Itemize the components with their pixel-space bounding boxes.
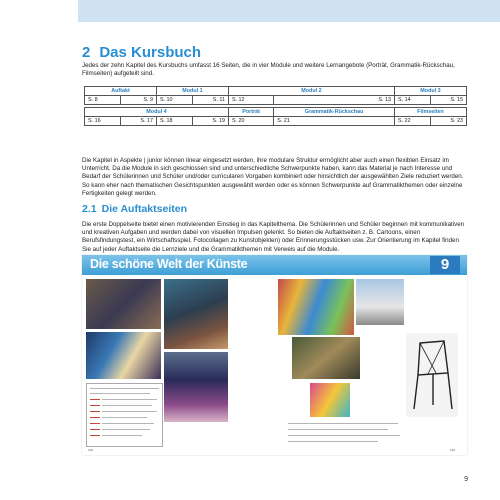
- table-header-modul-4: Modul 4: [85, 108, 229, 117]
- photo-dress: [164, 352, 228, 422]
- spread-banner: [82, 255, 467, 275]
- table-header-modul-3: Modul 3: [394, 87, 466, 96]
- table-header-modul-2: Modul 2: [228, 87, 394, 96]
- spread-page-left: 118: [88, 448, 93, 452]
- table-cell: S. 18: [156, 117, 192, 126]
- sample-spread-image: [82, 255, 467, 455]
- table-cell: S. 12: [228, 96, 273, 105]
- table-cell: S. 11: [192, 96, 228, 105]
- spread-page-right: 119: [450, 448, 455, 452]
- table-cell: S. 21: [274, 117, 395, 126]
- table-cell: S. 9: [120, 96, 156, 105]
- section-heading: 2 Das Kursbuch: [82, 44, 202, 61]
- modularity-paragraph: Die Kapitel in Aspekte | junior können linear eingesetzt werden, ihre modulare Struktur ermöglicht aber auch einen flexiblen Einsatz im Unterricht. Da die Module in sich geschlossen sind und unterschiedliche Schwerpunkte haben, kann das Material je nach Interesse und Bedarf der Schülerinnen und Schüler und/oder curricularen Vorgaben kombiniert oder hinsichtlich der ausgewählten Ziele reduziert werden. So kann eher nach thematischen Gesichtspunkten ausgewählt werden oder es können Schwerpunkte auf Grammatikthemen oder einzelne Fertigkeiten gelegt werden.: [82, 157, 464, 197]
- spread-text-box: [86, 383, 163, 447]
- table-header-modul-1: Modul 1: [156, 87, 228, 96]
- table-cell: S. 13: [274, 96, 395, 105]
- photo-musicians: [164, 279, 228, 349]
- photo-building: [356, 279, 404, 325]
- photo-graffiti: [278, 279, 354, 335]
- auftakt-paragraph: Die erste Doppelseite bietet einen motivierenden Einstieg in das Kapitelthema. Die Schülerinnen und Schüler beginnen mit kommunikativen und kreativen Aufgaben und werden dabei von visuellen Impulsen gelenkt. So bieten die Auftaktseiten z. B. Cartoons, einen Berufsfindungstest, ein Wirtschaftsspiel, Fotocollagen zu Kunstobjekten) oder Erinnerungsstücken usw. Zur Orientierung im Kapitel finden Sie auf jeder Auftaktseite die Lernziele und die Grammatikthemen mit Verweis auf die Module.: [82, 221, 465, 253]
- intro-paragraph: Jedes der zehn Kapitel des Kursbuchs umfasst 16 Seiten, die in vier Module und weitere Lernangebote (Porträt, Grammatik-Rückschau, Filmseiten) aufgeteilt sind.: [82, 62, 455, 78]
- table-header-auftakt: Auftakt: [85, 87, 157, 96]
- table-cell: S. 23: [430, 117, 466, 126]
- subsection-heading: 2.1 Die Auftaktseiten: [82, 203, 187, 215]
- table-cell: S. 17: [120, 117, 156, 126]
- chapter-structure-table: [84, 86, 467, 126]
- spread-title: Die schöne Welt der Künste: [90, 257, 248, 271]
- chair-icon: [406, 333, 458, 417]
- top-color-band: [78, 0, 500, 22]
- photo-sculpture: [310, 383, 350, 417]
- page-number: 9: [464, 476, 468, 483]
- table-header-portraet: Porträt: [228, 108, 273, 117]
- table-cell: S. 14: [394, 96, 430, 105]
- table-cell: S. 10: [156, 96, 192, 105]
- photo-performers: [86, 279, 161, 329]
- table-cell: S. 22: [394, 117, 430, 126]
- table-cell: S. 20: [228, 117, 273, 126]
- table-header-grammatik-rueckschau: Grammatik-Rückschau: [274, 108, 395, 117]
- chapter-number-box: 9: [430, 256, 460, 274]
- photo-painting: [86, 332, 161, 379]
- table-cell: S. 8: [85, 96, 121, 105]
- photo-dancers: [292, 337, 360, 379]
- table-header-filmseiten: Filmseiten: [394, 108, 466, 117]
- table-cell: S. 15: [430, 96, 466, 105]
- table-cell: S. 19: [192, 117, 228, 126]
- table-cell: S. 16: [85, 117, 121, 126]
- photo-chair: [406, 333, 458, 417]
